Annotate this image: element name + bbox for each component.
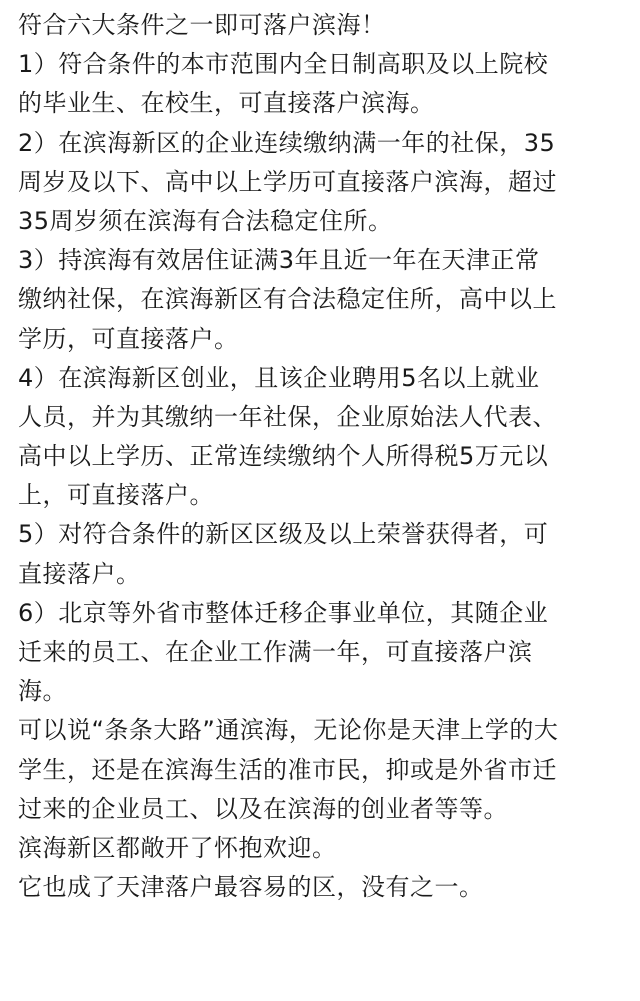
text-line: 学历，可直接落户。: [18, 324, 239, 353]
text-line: 3）持滨海有效居住证满3年且近一年在天津正常: [18, 246, 540, 275]
text-line: 5）对符合条件的新区区级及以上荣誉获得者，可: [18, 520, 549, 549]
text-line: 高中以上学历、正常连续缴纳个人所得税5万元以: [18, 442, 549, 471]
text-line: 直接落户。: [18, 559, 141, 588]
text-line: 2）在滨海新区的企业连续缴纳满一年的社保，35: [18, 128, 556, 157]
text-line: 海。: [18, 677, 67, 706]
text-line: 周岁及以下、高中以上学历可直接落户滨海，超过: [18, 167, 557, 196]
text-line: 过来的企业员工、以及在滨海的创业者等等。: [18, 794, 508, 823]
text-line: 的毕业生、在校生，可直接落户滨海。: [18, 89, 435, 118]
text-line: 滨海新区都敞开了怀抱欢迎。: [18, 833, 337, 862]
text-line: 学生，还是在滨海生活的准市民，抑或是外省市迁: [18, 755, 557, 784]
text-line: 上，可直接落户。: [18, 481, 214, 510]
text-line: 缴纳社保，在滨海新区有合法稳定住所，高中以上: [18, 285, 557, 314]
text-line: 35周岁须在滨海有合法稳定住所。: [18, 206, 393, 235]
text-line: 人员，并为其缴纳一年社保，企业原始法人代表、: [18, 402, 557, 431]
text-line: 迁来的员工、在企业工作满一年，可直接落户滨: [18, 638, 533, 666]
text-line: 可以说“条条大路”通滨海，无论你是天津上学的大: [18, 716, 559, 745]
text-line: 6）北京等外省市整体迁移企事业单位，其随企业: [18, 598, 549, 627]
text-line: 1）符合条件的本市范围内全日制高职及以上院校: [18, 50, 549, 79]
text-line: 它也成了天津落户最容易的区，没有之一。: [18, 873, 484, 902]
text-line: 4）在滨海新区创业，且该企业聘用5名以上就业: [18, 363, 540, 392]
text-line: 符合六大条件之一即可落户滨海！: [18, 11, 386, 39]
